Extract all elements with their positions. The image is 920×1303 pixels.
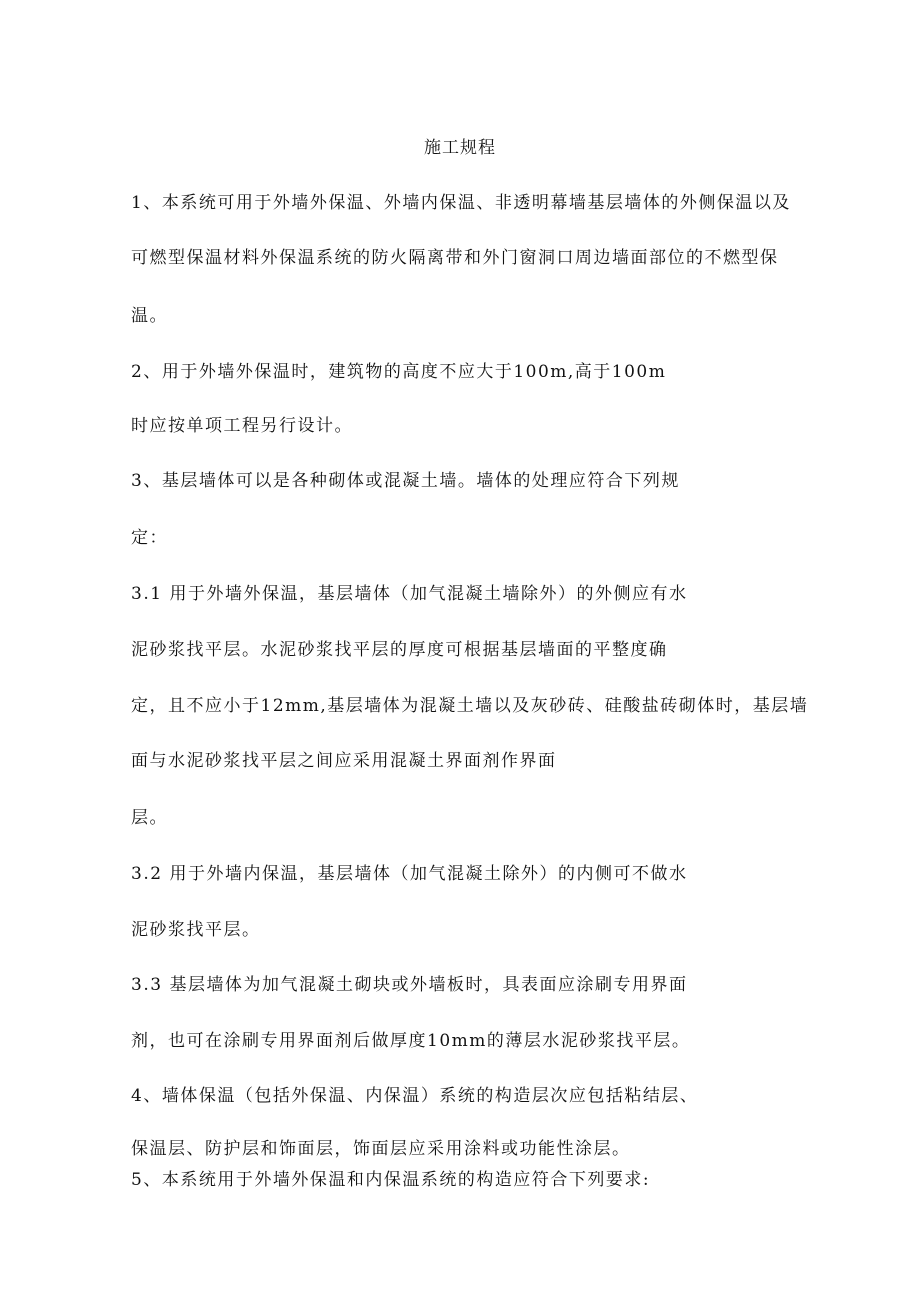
text-line: 定：	[131, 528, 168, 548]
text-line: 剂，也可在涂刷专用界面剂后做厚度10mm的薄层水泥砂浆找平层。	[131, 1031, 691, 1051]
text-line: 1、本系统可用于外墙外保温、外墙内保温、非透明幕墙基层墙体的外侧保温以及	[131, 193, 791, 213]
text-line: 保温层、防护层和饰面层，饰面层应采用涂料或功能性涂层。	[131, 1139, 631, 1159]
text-line: 温。	[131, 306, 168, 326]
text-line: 3.1 用于外墙外保温，基层墙体（加气混凝土墙除外）的外侧应有水	[131, 584, 688, 604]
text-line: 3、基层墙体可以是各种砌体或混凝土墙。墙体的处理应符合下列规	[131, 471, 680, 491]
text-line: 3.3 基层墙体为加气混凝土砌块或外墙板时，具表面应涂刷专用界面	[131, 975, 688, 995]
text-line: 面与水泥砂浆找平层之间应采用混凝土界面剂作界面	[131, 751, 557, 771]
text-line: 可燃型保温材料外保温系统的防火隔离带和外门窗洞口周边墙面部位的不燃型保	[131, 248, 779, 268]
text-line: 泥砂浆找平层。	[131, 920, 261, 940]
text-line: 4、墙体保温（包括外保温、内保温）系统的构造层次应包括粘结层、	[131, 1086, 699, 1106]
document-title: 施工规程	[424, 138, 496, 158]
text-line: 定，且不应小于12mm,基层墙体为混凝土墙以及灰砂砖、硅酸盐砖砌体时，基层墙	[131, 696, 809, 716]
text-line: 时应按单项工程另行设计。	[131, 416, 353, 436]
text-line: 泥砂浆找平层。水泥砂浆找平层的厚度可根据基层墙面的平整度确	[131, 640, 668, 660]
text-line: 3.2 用于外墙内保温，基层墙体（加气混凝土除外）的内侧可不做水	[131, 864, 688, 884]
text-line: 层。	[131, 808, 168, 828]
text-line: 2、用于外墙外保温时，建筑物的高度不应大于100m,高于100m	[131, 362, 667, 382]
text-line: 5、本系统用于外墙外保温和内保温系统的构造应符合下列要求:	[131, 1170, 651, 1190]
